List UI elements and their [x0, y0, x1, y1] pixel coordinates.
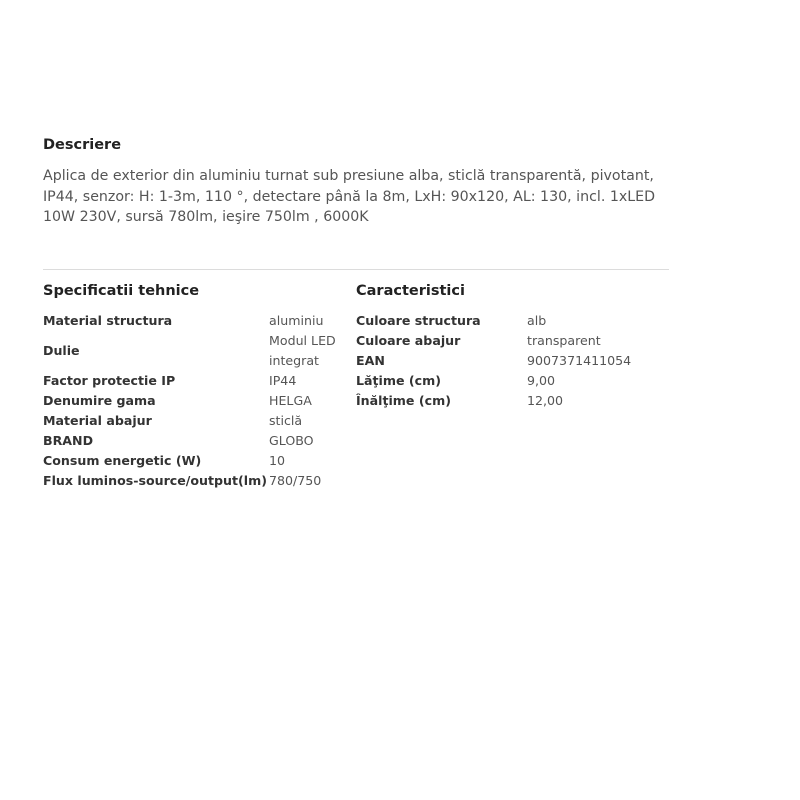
- characteristic-row: [356, 351, 667, 371]
- spec-value: GLOBO: [269, 433, 314, 448]
- spec-value: HELGA: [269, 393, 312, 408]
- spec-label: Material abajur: [43, 413, 152, 428]
- spec-row: [43, 411, 341, 431]
- spec-value: aluminiu: [269, 313, 324, 328]
- spec-row: [43, 311, 341, 331]
- spec-row: [43, 471, 341, 491]
- spec-label: Material structura: [43, 313, 173, 328]
- spec-label: Denumire gama: [43, 393, 156, 408]
- spec-row: [43, 431, 341, 451]
- spec-label: Flux luminos-source/output(lm): [43, 473, 267, 488]
- characteristic-value: 12,00: [527, 393, 564, 408]
- characteristic-value: alb: [527, 313, 547, 328]
- spec-value: 780/750: [269, 473, 322, 488]
- spec-value: IP44: [269, 373, 297, 388]
- specs-title: Specificatii tehnice: [43, 283, 200, 299]
- characteristic-label: EAN: [356, 353, 385, 368]
- description-title: Descriere: [43, 137, 122, 153]
- characteristic-row: [356, 371, 667, 391]
- technical-specs-table: [43, 311, 341, 491]
- spec-value: 10: [269, 453, 286, 468]
- characteristic-label: Culoare structura: [356, 313, 481, 328]
- section-divider: [43, 269, 669, 270]
- spec-label: Factor protectie IP: [43, 373, 176, 388]
- characteristic-row: [356, 311, 667, 331]
- characteristic-value: transparent: [527, 333, 601, 348]
- spec-row: [43, 371, 341, 391]
- spec-row: [43, 451, 341, 471]
- spec-label: Dulie: [43, 343, 80, 358]
- characteristic-row: [356, 391, 667, 411]
- spec-value: sticlă: [269, 413, 303, 428]
- characteristic-label: Lăţime (cm): [356, 373, 442, 388]
- characteristic-label: Culoare abajur: [356, 333, 461, 348]
- spec-value: Modul LED integrat: [269, 333, 336, 368]
- spec-row: [43, 391, 341, 411]
- spec-row: [43, 331, 341, 371]
- characteristic-label: Înălţime (cm): [356, 393, 451, 408]
- spec-label: BRAND: [43, 433, 94, 448]
- spec-label: Consum energetic (W): [43, 453, 202, 468]
- characteristic-value: 9007371411054: [527, 353, 632, 368]
- description-text: Aplica de exterior din aluminiu turnat sub presiune alba, sticlă transparentă, pivotant, IP44, senzor: H: 1-3m, 110 °, detectare până la 8m, LxH: 90x120, AL: 130, incl. 1xLED 10W 230V, sursă 780lm, ieşire 750lm , 6000K: [43, 168, 656, 225]
- characteristic-value: 9,00: [527, 373, 556, 388]
- characteristic-row: [356, 331, 667, 351]
- characteristics-table: [356, 311, 667, 411]
- characteristics-title: Caracteristici: [356, 283, 465, 299]
